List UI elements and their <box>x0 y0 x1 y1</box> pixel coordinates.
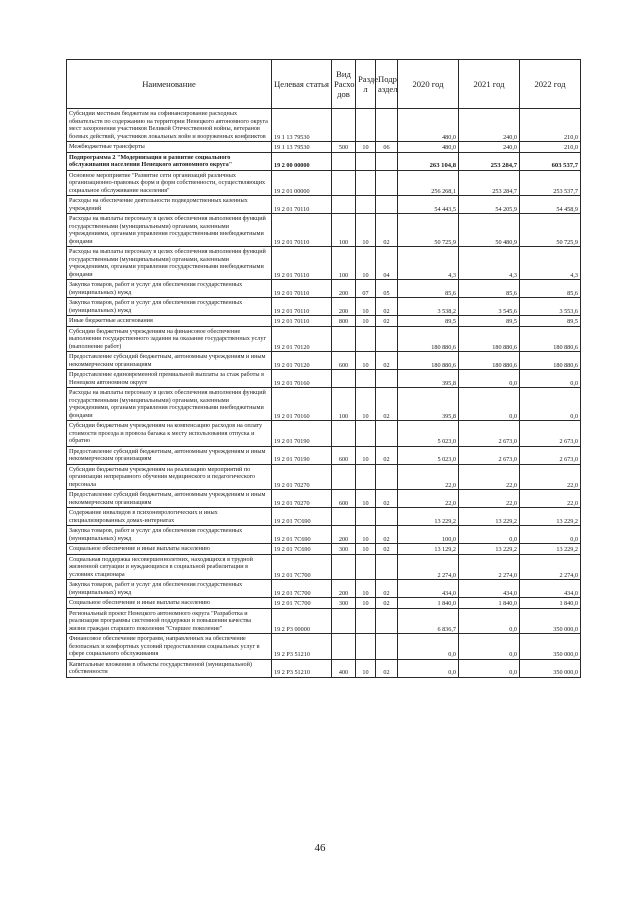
table-row <box>67 544 581 555</box>
row-section-cell <box>356 196 376 214</box>
row-expense-type-cell <box>332 196 356 214</box>
row-year-2021-cell: 240,0 <box>459 142 520 153</box>
row-year-2021-cell: 0,0 <box>459 526 520 544</box>
row-subsection-cell <box>376 170 398 196</box>
row-section-cell <box>356 554 376 580</box>
row-expense-type-cell <box>332 109 356 142</box>
row-year-2022-cell: 434,0 <box>520 580 581 598</box>
row-year-2021-cell: 253 284,7 <box>459 152 520 170</box>
row-subsection-cell <box>376 152 398 170</box>
row-year-2020-cell: 54 443,5 <box>398 196 459 214</box>
row-expense-type-cell: 200 <box>332 298 356 316</box>
row-year-2022-cell: 22,0 <box>520 490 581 508</box>
table-row <box>67 214 581 247</box>
row-year-2020-cell: 4,3 <box>398 247 459 280</box>
row-subsection-cell: 02 <box>376 214 398 247</box>
row-year-2022-cell: 2 673,0 <box>520 446 581 464</box>
row-year-2020-cell: 434,0 <box>398 580 459 598</box>
row-target-article-cell: 19 2 01 7С700 <box>272 554 332 580</box>
row-target-article-cell: 19 2 01 7С690 <box>272 544 332 555</box>
table-row <box>67 608 581 634</box>
row-year-2021-cell: 2 673,0 <box>459 446 520 464</box>
row-year-2020-cell: 0,0 <box>398 659 459 677</box>
row-year-2021-cell: 0,0 <box>459 659 520 677</box>
row-year-2021-cell: 240,0 <box>459 109 520 142</box>
row-target-article-cell: 19 1 13 79530 <box>272 142 332 153</box>
row-year-2021-cell: 253 284,7 <box>459 170 520 196</box>
row-year-2020-cell: 180 880,6 <box>398 352 459 370</box>
row-year-2020-cell: 395,8 <box>398 370 459 388</box>
row-year-2020-cell: 6 836,7 <box>398 608 459 634</box>
row-year-2020-cell: 13 229,2 <box>398 508 459 526</box>
table-row <box>67 634 581 660</box>
row-year-2022-cell: 210,0 <box>520 142 581 153</box>
row-year-2022-cell: 85,6 <box>520 280 581 298</box>
row-section-cell: 10 <box>356 659 376 677</box>
row-subsection-cell: 02 <box>376 316 398 327</box>
row-subsection-cell: 02 <box>376 352 398 370</box>
row-year-2020-cell: 3 538,2 <box>398 298 459 316</box>
row-target-article-cell: 19 2 Р3 51210 <box>272 634 332 660</box>
row-year-2020-cell: 256 268,1 <box>398 170 459 196</box>
row-target-article-cell: 19 2 01 70190 <box>272 421 332 447</box>
row-section-cell <box>356 370 376 388</box>
row-name-cell: Расходы на выплаты персоналу в целях обеспечения выполнения функций государственными (муниципальными) органами, казенными учреждениями, органами управления государственными внебюджетными фондами <box>67 247 272 280</box>
row-name-cell: Предоставление единовременной премиальной выплаты за стаж работы в Ненецком автономном округе <box>67 370 272 388</box>
row-subsection-cell <box>376 554 398 580</box>
row-subsection-cell <box>376 326 398 352</box>
row-year-2020-cell: 50 725,9 <box>398 214 459 247</box>
row-section-cell <box>356 170 376 196</box>
row-year-2022-cell: 13 229,2 <box>520 544 581 555</box>
row-expense-type-cell: 500 <box>332 142 356 153</box>
row-name-cell: Предоставление субсидий бюджетным, автономным учреждениям и иным некоммерческим организациям <box>67 352 272 370</box>
row-year-2021-cell: 13 229,2 <box>459 544 520 555</box>
row-name-cell: Основное мероприятие "Развитие сети организаций различных организационно-правовых форм и форм собственности, осуществляющих социальное обслуживание населения" <box>67 170 272 196</box>
row-year-2021-cell: 22,0 <box>459 464 520 490</box>
row-year-2022-cell: 350 000,0 <box>520 634 581 660</box>
row-year-2020-cell: 85,6 <box>398 280 459 298</box>
row-name-cell: Закупка товаров, работ и услуг для обеспечения государственных (муниципальных) нужд <box>67 280 272 298</box>
row-section-cell: 10 <box>356 490 376 508</box>
row-year-2022-cell: 2 274,0 <box>520 554 581 580</box>
row-subsection-cell <box>376 109 398 142</box>
row-subsection-cell: 02 <box>376 446 398 464</box>
row-name-cell: Финансовое обеспечение программ, направленных на обеспечение безопасных и комфортных условий предоставления социальных услуг в сфере социального обслуживания <box>67 634 272 660</box>
header-year-2020: 2020 год <box>398 60 459 109</box>
row-subsection-cell <box>376 608 398 634</box>
row-year-2020-cell: 22,0 <box>398 464 459 490</box>
table-row <box>67 554 581 580</box>
row-year-2022-cell: 1 840,0 <box>520 598 581 609</box>
row-year-2022-cell: 350 000,0 <box>520 659 581 677</box>
table-row <box>67 247 581 280</box>
row-target-article-cell: 19 1 13 79530 <box>272 109 332 142</box>
row-name-cell: Субсидии бюджетным учреждениям на финансовое обеспечение выполнения государственного задания на оказание государственных услуг (выполнение работ) <box>67 326 272 352</box>
row-name-cell: Закупка товаров, работ и услуг для обеспечения государственных (муниципальных) нужд <box>67 298 272 316</box>
row-target-article-cell: 19 2 01 70270 <box>272 490 332 508</box>
row-section-cell: 10 <box>356 580 376 598</box>
row-year-2021-cell: 2 673,0 <box>459 421 520 447</box>
row-section-cell: 10 <box>356 388 376 421</box>
row-target-article-cell: 19 2 01 70120 <box>272 326 332 352</box>
row-name-cell: Расходы на обеспечение деятельности подведомственных казенных учреждений <box>67 196 272 214</box>
row-section-cell: 10 <box>356 526 376 544</box>
row-expense-type-cell: 400 <box>332 659 356 677</box>
row-section-cell <box>356 634 376 660</box>
row-section-cell <box>356 152 376 170</box>
row-year-2022-cell: 210,0 <box>520 109 581 142</box>
table-row <box>67 152 581 170</box>
row-year-2021-cell: 4,3 <box>459 247 520 280</box>
row-expense-type-cell <box>332 326 356 352</box>
row-expense-type-cell: 100 <box>332 214 356 247</box>
table-body <box>67 109 581 678</box>
row-name-cell: Межбюджетные трансферты <box>67 142 272 153</box>
row-year-2022-cell: 0,0 <box>520 526 581 544</box>
row-year-2020-cell: 1 840,0 <box>398 598 459 609</box>
row-target-article-cell: 19 2 01 70110 <box>272 214 332 247</box>
row-year-2022-cell: 22,0 <box>520 464 581 490</box>
row-year-2020-cell: 263 104,8 <box>398 152 459 170</box>
row-subsection-cell <box>376 508 398 526</box>
row-year-2020-cell: 13 129,2 <box>398 544 459 555</box>
row-year-2021-cell: 434,0 <box>459 580 520 598</box>
row-year-2020-cell: 5 023,0 <box>398 421 459 447</box>
row-subsection-cell <box>376 634 398 660</box>
row-expense-type-cell: 600 <box>332 490 356 508</box>
row-year-2022-cell: 180 880,6 <box>520 326 581 352</box>
row-subsection-cell: 02 <box>376 298 398 316</box>
row-year-2022-cell: 0,0 <box>520 370 581 388</box>
row-subsection-cell: 02 <box>376 659 398 677</box>
table-row <box>67 170 581 196</box>
table-row <box>67 109 581 142</box>
row-target-article-cell: 19 2 01 70110 <box>272 280 332 298</box>
row-year-2022-cell: 50 725,9 <box>520 214 581 247</box>
header-expense-type: Вид Расхо дов <box>332 60 356 109</box>
row-expense-type-cell <box>332 508 356 526</box>
row-expense-type-cell: 200 <box>332 580 356 598</box>
row-subsection-cell: 06 <box>376 142 398 153</box>
row-year-2021-cell: 54 205,9 <box>459 196 520 214</box>
header-target-article: Целевая статья <box>272 60 332 109</box>
row-target-article-cell: 19 2 01 70190 <box>272 446 332 464</box>
row-expense-type-cell <box>332 554 356 580</box>
row-year-2022-cell: 54 458,9 <box>520 196 581 214</box>
row-name-cell: Подпрограмма 2 "Модернизация и развитие социального обслуживания населения Ненецкого автономного округа" <box>67 152 272 170</box>
row-target-article-cell: 19 2 01 7С700 <box>272 598 332 609</box>
row-section-cell <box>356 326 376 352</box>
table-row <box>67 142 581 153</box>
row-expense-type-cell: 300 <box>332 544 356 555</box>
row-subsection-cell <box>376 370 398 388</box>
table-row <box>67 598 581 609</box>
table-header-row <box>67 60 581 109</box>
row-name-cell: Субсидии бюджетным учреждениям на компенсацию расходов на оплату стоимости проезда и провоза багажа к месту использования отпуска и обратно <box>67 421 272 447</box>
row-subsection-cell: 04 <box>376 247 398 280</box>
row-year-2022-cell: 180 880,6 <box>520 352 581 370</box>
row-year-2022-cell: 350 000,0 <box>520 608 581 634</box>
row-name-cell: Социальное обеспечение и иные выплаты населению <box>67 598 272 609</box>
table-row <box>67 490 581 508</box>
row-year-2021-cell: 2 274,0 <box>459 554 520 580</box>
row-target-article-cell: 19 2 01 70160 <box>272 388 332 421</box>
row-year-2021-cell: 0,0 <box>459 388 520 421</box>
row-name-cell: Субсидии бюджетным учреждениям на реализацию мероприятий по организации непрерывного обучения медицинского и педагогического персонала <box>67 464 272 490</box>
row-target-article-cell: 19 2 01 70120 <box>272 352 332 370</box>
row-year-2021-cell: 180 880,6 <box>459 326 520 352</box>
row-year-2020-cell: 395,8 <box>398 388 459 421</box>
row-name-cell: Закупка товаров, работ и услуг для обеспечения государственных (муниципальных) нужд <box>67 580 272 598</box>
row-section-cell <box>356 508 376 526</box>
row-name-cell: Закупка товаров, работ и услуг для обеспечения государственных (муниципальных) нужд <box>67 526 272 544</box>
row-year-2022-cell: 2 673,0 <box>520 421 581 447</box>
row-subsection-cell: 02 <box>376 490 398 508</box>
row-target-article-cell: 19 2 01 70110 <box>272 247 332 280</box>
row-target-article-cell: 19 2 01 70110 <box>272 316 332 327</box>
row-target-article-cell: 19 2 01 00000 <box>272 170 332 196</box>
row-year-2020-cell: 480,0 <box>398 142 459 153</box>
row-subsection-cell <box>376 421 398 447</box>
row-year-2020-cell: 22,0 <box>398 490 459 508</box>
row-year-2021-cell: 50 480,9 <box>459 214 520 247</box>
table-row <box>67 659 581 677</box>
row-year-2022-cell: 0,0 <box>520 388 581 421</box>
row-target-article-cell: 19 2 01 70110 <box>272 298 332 316</box>
row-name-cell: Социальная поддержка несовершеннолетних, находящихся в трудной жизненной ситуации и нуждающихся в социальной реабилитации в условиях стационара <box>67 554 272 580</box>
table-row <box>67 298 581 316</box>
row-expense-type-cell <box>332 370 356 388</box>
row-name-cell: Предоставление субсидий бюджетным, автономным учреждениям и иным некоммерческим организациям <box>67 490 272 508</box>
row-expense-type-cell: 600 <box>332 446 356 464</box>
row-year-2021-cell: 0,0 <box>459 608 520 634</box>
row-target-article-cell: 19 2 01 70270 <box>272 464 332 490</box>
row-name-cell: Капитальные вложения в объекты государственной (муниципальной) собственности <box>67 659 272 677</box>
table-row <box>67 464 581 490</box>
row-subsection-cell: 02 <box>376 598 398 609</box>
row-year-2020-cell: 5 023,0 <box>398 446 459 464</box>
row-expense-type-cell: 300 <box>332 598 356 609</box>
row-year-2022-cell: 89,5 <box>520 316 581 327</box>
row-section-cell <box>356 464 376 490</box>
row-subsection-cell: 02 <box>376 580 398 598</box>
row-year-2021-cell: 1 840,0 <box>459 598 520 609</box>
row-target-article-cell: 19 2 01 7С700 <box>272 580 332 598</box>
row-expense-type-cell <box>332 421 356 447</box>
row-year-2022-cell: 253 537,7 <box>520 170 581 196</box>
row-expense-type-cell <box>332 608 356 634</box>
row-name-cell: Субсидии местным бюджетам на софинансирование расходных обязательств по содержанию на территории Ненецкого автономного округа мест захоронения участников Великой Отечественной войны, ветеранов боевых действий, участников локальных войн и вооруженных конфликтов <box>67 109 272 142</box>
row-year-2021-cell: 3 545,6 <box>459 298 520 316</box>
row-expense-type-cell: 100 <box>332 247 356 280</box>
row-expense-type-cell <box>332 170 356 196</box>
row-year-2021-cell: 180 880,6 <box>459 352 520 370</box>
row-expense-type-cell <box>332 152 356 170</box>
row-target-article-cell: 19 2 01 70160 <box>272 370 332 388</box>
row-subsection-cell: 05 <box>376 280 398 298</box>
table-row <box>67 316 581 327</box>
row-section-cell: 10 <box>356 316 376 327</box>
row-name-cell: Расходы на выплаты персоналу в целях обеспечения выполнения функций государственными (муниципальными) органами, казенными учреждениями, органами управления государственными внебюджетными фондами <box>67 388 272 421</box>
row-subsection-cell: 02 <box>376 526 398 544</box>
row-expense-type-cell: 800 <box>332 316 356 327</box>
table-row <box>67 580 581 598</box>
row-expense-type-cell: 200 <box>332 280 356 298</box>
row-section-cell: 10 <box>356 214 376 247</box>
row-section-cell: 07 <box>356 280 376 298</box>
row-year-2020-cell: 0,0 <box>398 634 459 660</box>
row-expense-type-cell <box>332 464 356 490</box>
row-name-cell: Содержание инвалидов в психоневрологических и иных специализированных домах-интернатах <box>67 508 272 526</box>
row-target-article-cell: 19 2 01 7С690 <box>272 508 332 526</box>
row-year-2022-cell: 4,3 <box>520 247 581 280</box>
row-year-2021-cell: 13 229,2 <box>459 508 520 526</box>
header-year-2021: 2021 год <box>459 60 520 109</box>
table-row <box>67 326 581 352</box>
table-row <box>67 508 581 526</box>
header-name: Наименование <box>67 60 272 109</box>
row-year-2021-cell: 0,0 <box>459 370 520 388</box>
row-section-cell <box>356 109 376 142</box>
row-subsection-cell <box>376 196 398 214</box>
row-expense-type-cell: 600 <box>332 352 356 370</box>
row-name-cell: Социальное обеспечение и иные выплаты населению <box>67 544 272 555</box>
row-year-2020-cell: 2 274,0 <box>398 554 459 580</box>
table-row <box>67 388 581 421</box>
row-year-2021-cell: 85,6 <box>459 280 520 298</box>
row-year-2022-cell: 603 537,7 <box>520 152 581 170</box>
row-target-article-cell: 19 2 00 00000 <box>272 152 332 170</box>
row-section-cell: 10 <box>356 352 376 370</box>
row-section-cell: 10 <box>356 544 376 555</box>
row-expense-type-cell: 200 <box>332 526 356 544</box>
row-target-article-cell: 19 2 01 70110 <box>272 196 332 214</box>
row-section-cell <box>356 608 376 634</box>
row-year-2021-cell: 22,0 <box>459 490 520 508</box>
row-target-article-cell: 19 2 Р3 00000 <box>272 608 332 634</box>
row-expense-type-cell: 100 <box>332 388 356 421</box>
row-year-2021-cell: 89,5 <box>459 316 520 327</box>
row-name-cell: Расходы на выплаты персоналу в целях обеспечения выполнения функций государственными (муниципальными) органами, казенными учреждениями, органами управления государственными внебюджетными фондами <box>67 214 272 247</box>
row-name-cell: Региональный проект Ненецкого автономного округа "Разработка и реализация программы системной поддержки и повышения качества жизни граждан старшего поколения "Старшее поколение" <box>67 608 272 634</box>
row-name-cell: Иные бюджетные ассигнования <box>67 316 272 327</box>
row-subsection-cell <box>376 464 398 490</box>
row-year-2020-cell: 480,0 <box>398 109 459 142</box>
row-year-2022-cell: 3 553,6 <box>520 298 581 316</box>
row-year-2022-cell: 13 229,2 <box>520 508 581 526</box>
row-year-2020-cell: 180 880,6 <box>398 326 459 352</box>
row-year-2020-cell: 89,5 <box>398 316 459 327</box>
header-year-2022: 2022 год <box>520 60 581 109</box>
row-subsection-cell: 02 <box>376 544 398 555</box>
row-section-cell: 10 <box>356 446 376 464</box>
table-row <box>67 280 581 298</box>
row-target-article-cell: 19 2 01 7С690 <box>272 526 332 544</box>
page-number: 46 <box>314 842 326 854</box>
row-section-cell <box>356 421 376 447</box>
header-section: Разде л <box>356 60 376 109</box>
table-row <box>67 526 581 544</box>
table-row <box>67 421 581 447</box>
row-section-cell: 10 <box>356 598 376 609</box>
budget-table <box>66 59 581 678</box>
row-target-article-cell: 19 2 Р3 51210 <box>272 659 332 677</box>
row-name-cell: Предоставление субсидий бюджетным, автономным учреждениям и иным некоммерческим организациям <box>67 446 272 464</box>
table-row <box>67 370 581 388</box>
row-year-2020-cell: 100,0 <box>398 526 459 544</box>
row-section-cell: 10 <box>356 142 376 153</box>
row-section-cell: 10 <box>356 298 376 316</box>
row-expense-type-cell <box>332 634 356 660</box>
table-row <box>67 196 581 214</box>
row-year-2021-cell: 0,0 <box>459 634 520 660</box>
row-subsection-cell: 02 <box>376 388 398 421</box>
row-section-cell: 10 <box>356 247 376 280</box>
table-row <box>67 352 581 370</box>
table-row <box>67 446 581 464</box>
header-subsection: Подр аздел <box>376 60 398 109</box>
